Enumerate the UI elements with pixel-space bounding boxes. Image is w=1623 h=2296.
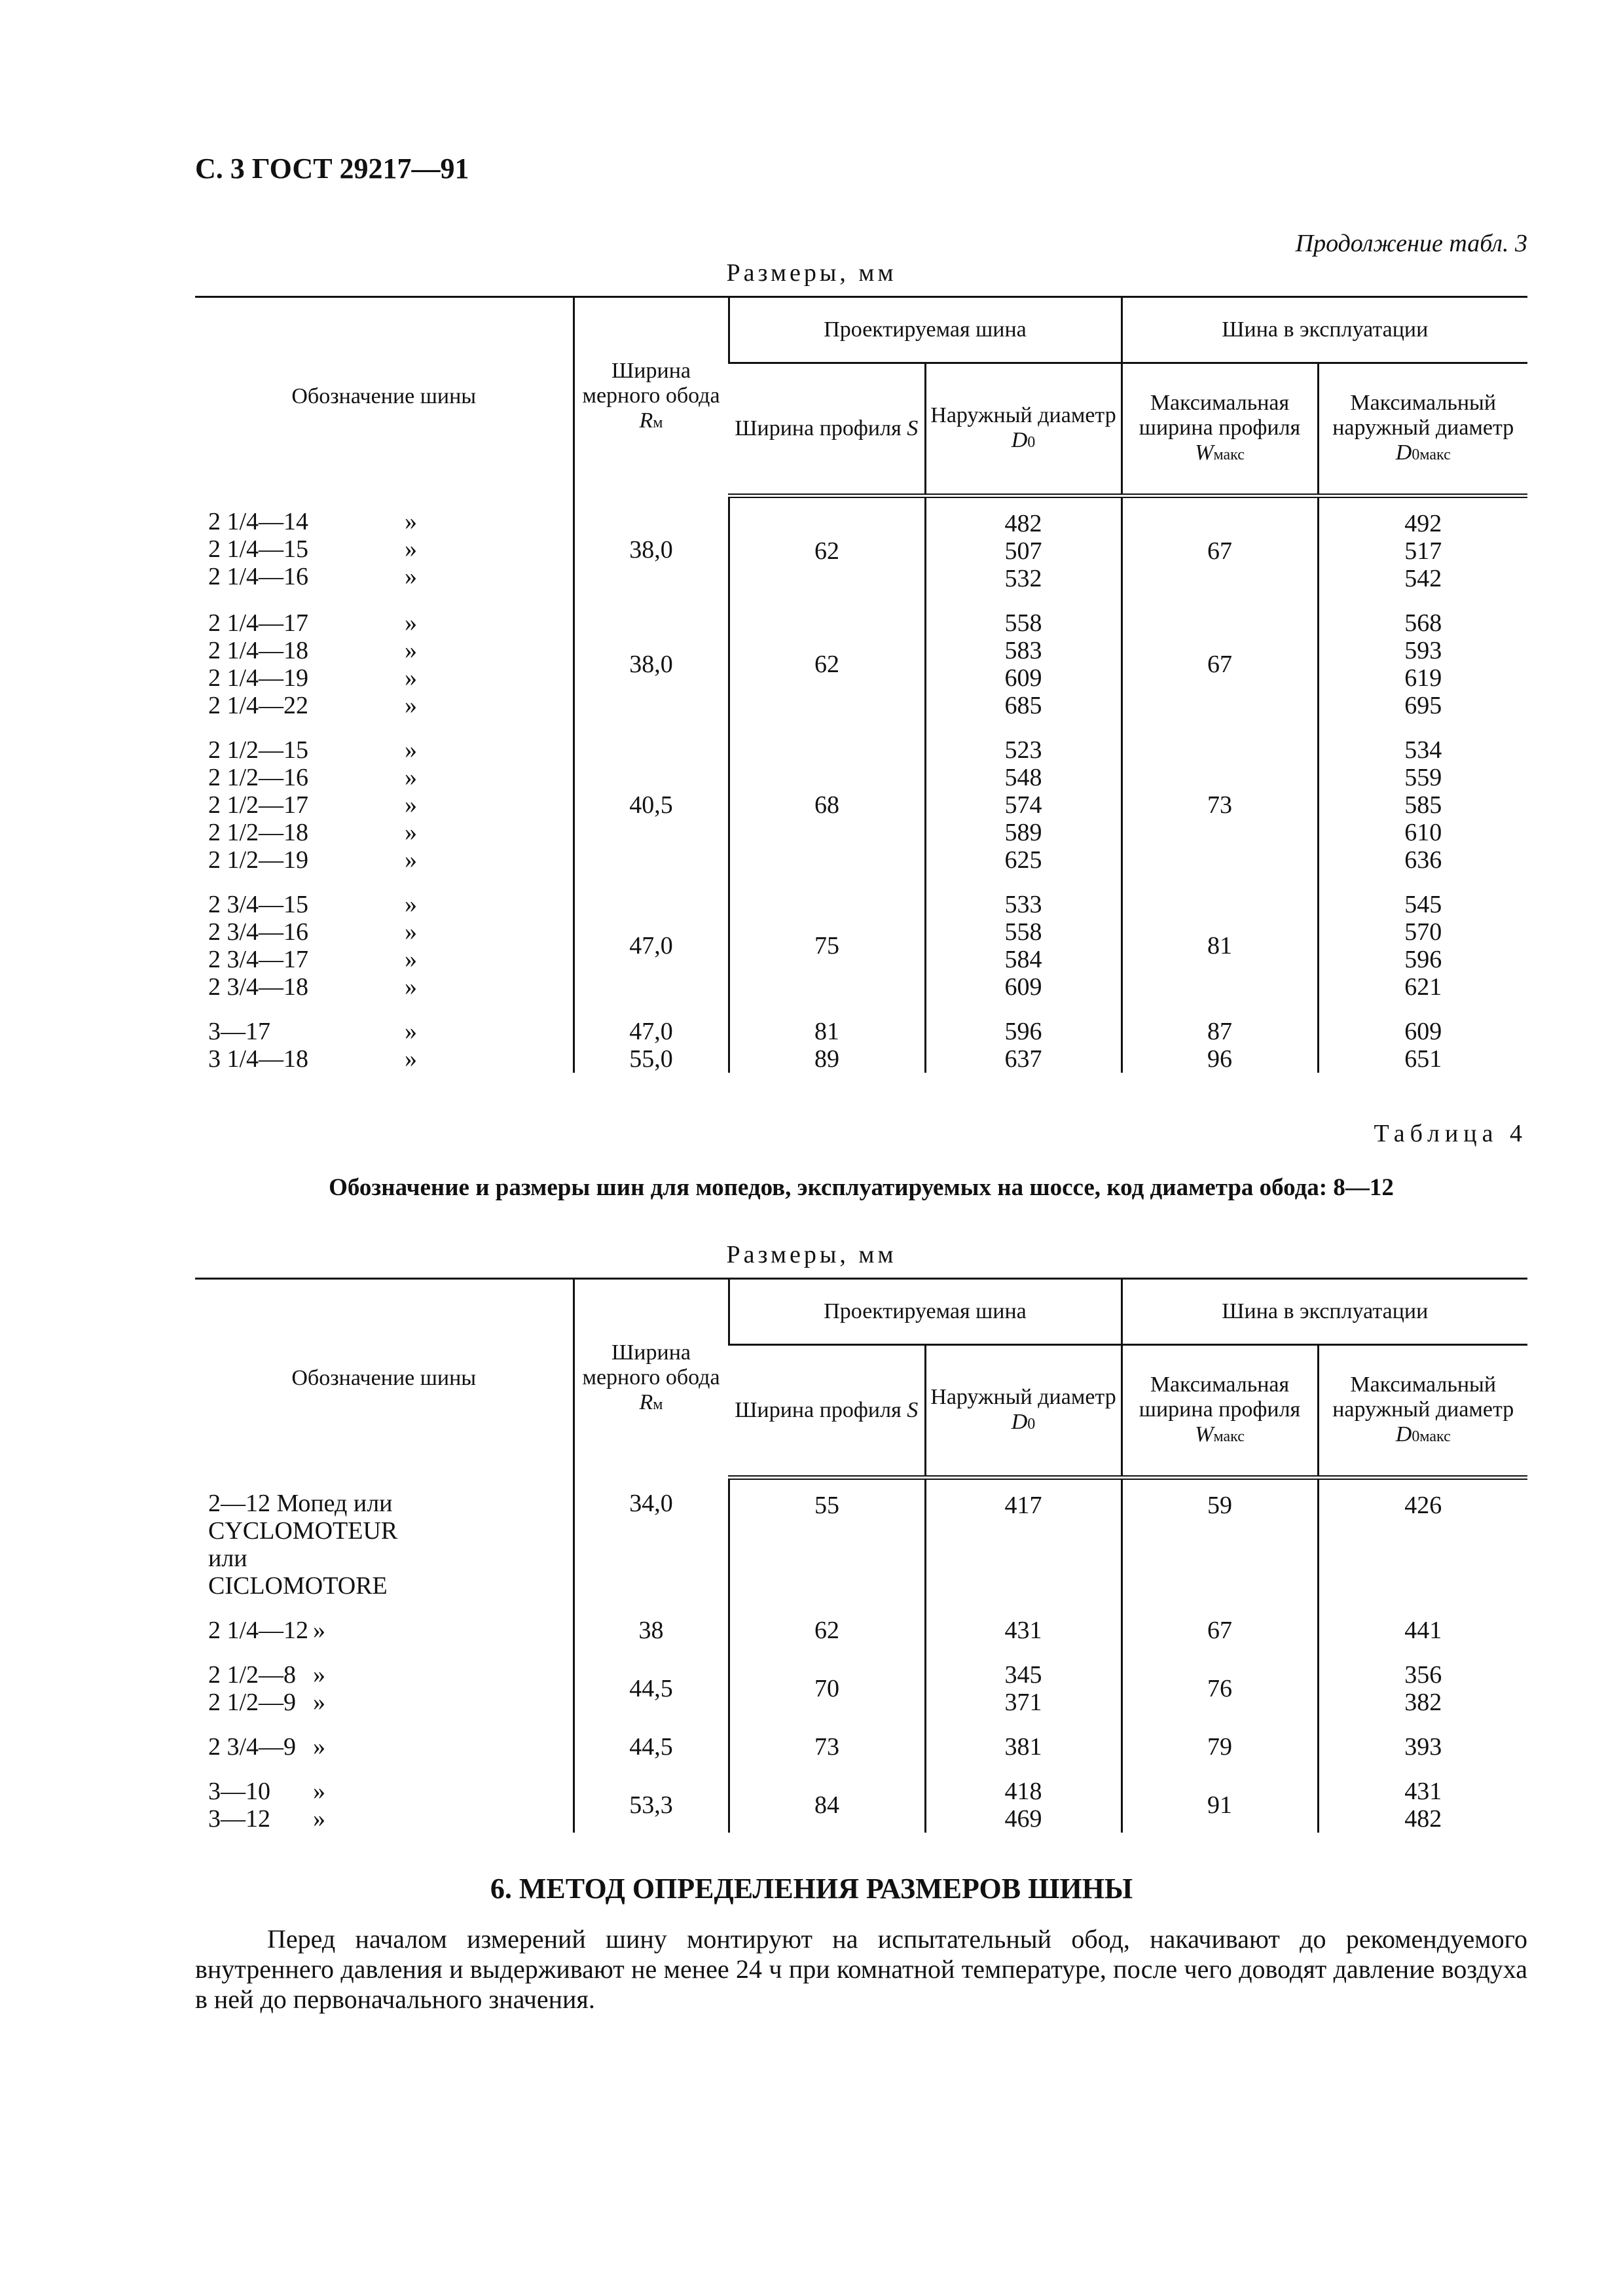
tire-designation: 2 3/4—18 [208,973,309,1001]
cell-designation [195,874,574,1001]
cell-max-diameter-value: 695 [1404,692,1442,719]
cell-max-diameter-value: 568 [1404,609,1442,637]
cell-rim-width [574,1716,729,1761]
units-label-table4: Размеры, мм [726,1241,897,1268]
cell-outer-diameter [925,496,1122,593]
ditto-mark: » [405,562,417,590]
col-service-tire: Шина в эксплуатации [1122,1279,1527,1345]
cell-max-diameter [1318,1716,1527,1761]
section-title: 6. МЕТОД ОПРЕДЕЛЕНИЯ РАЗМЕРОВ ШИНЫ [490,1873,1133,1905]
cell-outer-diameter-value: 609 [1004,664,1042,692]
tire-designation: 2 1/2—17 [208,791,309,819]
cell-max-diameter-value: 542 [1404,565,1442,592]
ditto-mark: » [405,819,417,846]
cell-max-width-value: 59 [1207,1492,1232,1519]
cell-max-diameter-value: 441 [1404,1616,1442,1644]
tire-designation: 2 1/2—8 [208,1660,297,1689]
cell-rim-width-value: 55,0 [629,1045,673,1073]
cell-outer-diameter-value: 637 [1004,1045,1042,1073]
cell-section-width-value: 75 [814,932,839,960]
table4-label: Таблица 4 [1374,1120,1527,1147]
table-row-group [195,1716,1527,1761]
cell-max-diameter-value: 393 [1404,1732,1442,1761]
cell-max-width-value: 87 [1207,1018,1232,1045]
table-row-group [195,592,1527,719]
cell-rim-width-value: 44,5 [629,1674,673,1702]
tire-designation: 2 1/4—18 [208,637,309,664]
cell-max-diameter-value: 585 [1404,791,1442,819]
tire-designation: 2 1/4—19 [208,664,309,692]
col-max-width: Максимальная ширина профиля Wмакс [1122,1345,1318,1478]
cell-outer-diameter [925,1644,1122,1716]
tire-designation: 2 3/4—15 [208,891,309,918]
table-row-group [195,496,1527,593]
cell-section-width [729,1716,925,1761]
cell-outer-diameter-value: 469 [1004,1804,1042,1833]
cell-section-width [729,1478,925,1600]
cell-max-diameter-value: 492 [1404,510,1442,537]
cell-max-width-value: 67 [1207,1616,1232,1644]
table-row-group [195,1600,1527,1644]
ditto-mark: » [405,664,417,692]
ditto-mark: » [313,1777,325,1805]
table-3 [195,296,1527,1073]
ditto-mark: » [405,891,417,918]
cell-section-width [729,719,925,874]
tire-designation: 2 1/4—17 [208,609,309,637]
cell-max-diameter [1318,1001,1527,1073]
tire-designation: 2 1/4—15 [208,535,309,563]
col-outer-diameter: Наружный диаметр D0 [925,363,1122,496]
cell-section-width-value: 70 [814,1674,839,1702]
cell-max-width-value: 91 [1207,1791,1232,1819]
cell-designation [195,1761,574,1833]
cell-max-diameter-value: 482 [1404,1804,1442,1833]
cell-max-diameter-value: 609 [1404,1018,1442,1045]
cell-section-width [729,1600,925,1644]
col-design-tire: Проектируемая шина [729,1279,1122,1345]
page-header: С. 3 ГОСТ 29217—91 [195,152,469,185]
cell-outer-diameter [925,1001,1122,1073]
tire-designation: 3—12 [208,1804,270,1833]
tire-designation: 2 1/2—15 [208,736,309,764]
cell-section-width [729,592,925,719]
cell-max-width-value: 76 [1207,1674,1232,1702]
cell-outer-diameter-value: 523 [1004,736,1042,764]
cell-max-width-value: 67 [1207,651,1232,678]
cell-max-diameter-value: 356 [1404,1660,1442,1689]
cell-outer-diameter [925,1716,1122,1761]
ditto-mark: » [313,1616,325,1644]
tire-designation: 3—10 [208,1777,270,1805]
ditto-mark: » [405,946,417,973]
cell-designation [195,1644,574,1716]
cell-outer-diameter [925,1600,1122,1644]
cell-max-diameter [1318,496,1527,593]
cell-section-width [729,1644,925,1716]
cell-outer-diameter-value: 507 [1004,537,1042,565]
table-4 [195,1278,1527,1833]
cell-max-width [1122,592,1318,719]
cell-rim-width-value: 38 [638,1616,664,1644]
cell-outer-diameter-value: 583 [1004,637,1042,664]
cell-outer-diameter-value: 558 [1004,609,1042,637]
cell-max-width [1122,1644,1318,1716]
col-section-width: Ширина профиля S [729,363,925,496]
cell-max-diameter-value: 559 [1404,764,1442,791]
tire-designation: 2—12 Мопед или [208,1489,393,1517]
col-max-width: Максимальная ширина профиля Wмакс [1122,363,1318,496]
ditto-mark: » [405,1018,417,1045]
cell-max-diameter-value: 651 [1404,1045,1442,1073]
cell-designation [195,1478,574,1600]
cell-max-diameter-value: 619 [1404,664,1442,692]
tire-designation: 2 1/4—22 [208,692,309,719]
cell-max-diameter-value: 621 [1404,973,1442,1001]
tire-designation: 2 3/4—9 [208,1732,297,1761]
col-outer-diameter: Наружный диаметр D0 [925,1345,1122,1478]
cell-section-width [729,496,925,593]
cell-max-diameter [1318,1644,1527,1716]
tire-designation: 2 1/4—16 [208,562,309,590]
cell-section-width-value: 84 [814,1791,839,1819]
table-row-group [195,1478,1527,1600]
table4-caption: Обозначение и размеры шин для мопедов, эксплуатируемых на шоссе, код диаметра обода: 8—12 [329,1174,1394,1201]
cell-rim-width-value: 34,0 [629,1489,673,1517]
table-row-group [195,1761,1527,1833]
cell-max-width [1122,1761,1318,1833]
ditto-mark: » [405,918,417,946]
cell-outer-diameter-value: 584 [1004,946,1042,973]
cell-rim-width [574,874,729,1001]
cell-section-width [729,1001,925,1073]
table-row-group [195,1644,1527,1716]
cell-outer-diameter-value: 548 [1004,764,1042,791]
cell-max-diameter [1318,1600,1527,1644]
cell-outer-diameter-value: 345 [1004,1660,1042,1689]
cell-designation [195,719,574,874]
ditto-mark: » [405,973,417,1001]
cell-max-width [1122,1001,1318,1073]
cell-max-diameter-value: 426 [1404,1492,1442,1519]
cell-max-diameter-value: 570 [1404,918,1442,946]
tire-designation: 2 3/4—16 [208,918,309,946]
cell-outer-diameter-value: 558 [1004,918,1042,946]
cell-max-width [1122,496,1318,593]
tire-designation: CICLOMOTORE [208,1571,388,1600]
cell-max-diameter [1318,874,1527,1001]
cell-max-diameter-value: 534 [1404,736,1442,764]
tire-designation: 2 3/4—17 [208,946,309,973]
ditto-mark: » [405,692,417,719]
cell-outer-diameter [925,1761,1122,1833]
cell-rim-width [574,1600,729,1644]
cell-rim-width-value: 40,5 [629,791,673,819]
cell-designation [195,1001,574,1073]
cell-rim-width-value: 44,5 [629,1732,673,1761]
cell-section-width-value: 62 [814,1616,839,1644]
cell-rim-width [574,719,729,874]
cell-outer-diameter-value: 625 [1004,846,1042,874]
ditto-mark: » [405,791,417,819]
cell-max-width-value: 96 [1207,1045,1232,1073]
ditto-mark: » [405,764,417,791]
cell-rim-width [574,592,729,719]
cell-max-diameter-value: 610 [1404,819,1442,846]
cell-section-width-value: 73 [814,1732,839,1761]
cell-max-diameter-value: 431 [1404,1777,1442,1805]
tire-designation: 2 1/2—18 [208,819,309,846]
tire-designation: 2 1/4—14 [208,507,309,535]
cell-outer-diameter-value: 418 [1004,1777,1042,1805]
ditto-mark: » [405,507,417,535]
cell-outer-diameter-value: 431 [1004,1616,1042,1644]
cell-rim-width-value: 47,0 [629,932,673,960]
cell-outer-diameter-value: 589 [1004,819,1042,846]
ditto-mark: » [405,846,417,874]
cell-max-diameter-value: 382 [1404,1688,1442,1716]
cell-section-width-value: 55 [814,1492,839,1519]
cell-max-width [1122,1600,1318,1644]
col-rim-width: Ширина мерного обода Rм [574,1279,729,1478]
ditto-mark: » [313,1660,325,1689]
ditto-mark: » [405,637,417,664]
col-section-width: Ширина профиля S [729,1345,925,1478]
cell-max-width-value: 67 [1207,537,1232,565]
cell-outer-diameter [925,874,1122,1001]
col-designation: Обозначение шины [195,297,574,496]
cell-outer-diameter [925,592,1122,719]
cell-rim-width [574,1478,729,1600]
table-row-group [195,874,1527,1001]
cell-section-width-value: 62 [814,537,839,565]
table-continuation-note: Продолжение табл. 3 [1295,230,1527,257]
cell-section-width [729,874,925,1001]
tire-designation: 2 1/2—19 [208,846,309,874]
cell-outer-diameter-value: 417 [1004,1492,1042,1519]
col-max-diameter: Максимальный наружный диаметр D0макс [1318,1345,1527,1478]
tire-designation: 2 1/4—12 [208,1616,309,1644]
ditto-mark: » [405,535,417,563]
cell-designation [195,1716,574,1761]
units-label-table3: Размеры, мм [726,259,897,287]
col-rim-width: Ширина мерного обода Rм [574,297,729,496]
col-design-tire: Проектируемая шина [729,297,1122,363]
ditto-mark: » [313,1732,325,1761]
cell-outer-diameter-value: 574 [1004,791,1042,819]
cell-designation [195,592,574,719]
cell-rim-width-value: 38,0 [629,651,673,678]
cell-max-diameter-value: 545 [1404,891,1442,918]
table-row-group [195,1001,1527,1073]
cell-max-diameter-value: 517 [1404,537,1442,565]
ditto-mark: » [405,609,417,637]
cell-max-diameter [1318,1761,1527,1833]
ditto-mark: » [405,736,417,764]
ditto-mark: » [313,1804,325,1833]
cell-max-diameter [1318,1478,1527,1600]
cell-outer-diameter-value: 381 [1004,1732,1042,1761]
tire-designation: 2 1/2—9 [208,1688,297,1716]
cell-max-diameter-value: 636 [1404,846,1442,874]
cell-section-width-value: 89 [814,1045,839,1073]
tire-designation: CYCLOMOTEUR [208,1516,398,1545]
cell-outer-diameter [925,1478,1122,1600]
cell-rim-width [574,1644,729,1716]
section-paragraph: Перед началом измерений шину монтируют на испытательный обод, накачивают до рекомендуемого внутреннего давления и выдерживают не менее 24 ч при комнатной температуре, после чего доводят давление воздуха в ней до первоначального значения. [195,1924,1527,2014]
tire-designation: 3 1/4—18 [208,1045,309,1073]
cell-section-width-value: 81 [814,1018,839,1045]
cell-rim-width-value: 53,3 [629,1791,673,1819]
ditto-mark: » [313,1688,325,1716]
cell-rim-width [574,1001,729,1073]
ditto-mark: » [405,1045,417,1073]
cell-max-diameter [1318,592,1527,719]
tire-designation: 2 1/2—16 [208,764,309,791]
cell-rim-width [574,1761,729,1833]
cell-rim-width-value: 47,0 [629,1018,673,1045]
cell-outer-diameter-value: 533 [1004,891,1042,918]
cell-rim-width-value: 38,0 [629,536,673,564]
cell-max-width-value: 73 [1207,791,1232,819]
cell-designation [195,1600,574,1644]
cell-max-width [1122,1716,1318,1761]
col-designation: Обозначение шины [195,1279,574,1478]
cell-max-diameter [1318,719,1527,874]
cell-max-width [1122,874,1318,1001]
cell-outer-diameter-value: 596 [1004,1018,1042,1045]
tire-designation: 3—17 [208,1018,270,1045]
cell-max-width-value: 79 [1207,1732,1232,1761]
cell-max-width-value: 81 [1207,932,1232,960]
tire-designation: или [208,1544,247,1572]
cell-outer-diameter-value: 482 [1004,510,1042,537]
cell-max-diameter-value: 593 [1404,637,1442,664]
cell-rim-width [574,496,729,593]
cell-outer-diameter-value: 609 [1004,973,1042,1001]
col-service-tire: Шина в эксплуатации [1122,297,1527,363]
table-row-group [195,719,1527,874]
cell-max-diameter-value: 596 [1404,946,1442,973]
cell-max-width [1122,719,1318,874]
col-max-diameter: Максимальный наружный диаметр D0макс [1318,363,1527,496]
cell-designation [195,496,574,593]
cell-outer-diameter [925,719,1122,874]
cell-section-width-value: 62 [814,651,839,678]
cell-section-width [729,1761,925,1833]
cell-section-width-value: 68 [814,791,839,819]
cell-outer-diameter-value: 532 [1004,565,1042,592]
cell-max-width [1122,1478,1318,1600]
cell-outer-diameter-value: 371 [1004,1688,1042,1716]
cell-outer-diameter-value: 685 [1004,692,1042,719]
